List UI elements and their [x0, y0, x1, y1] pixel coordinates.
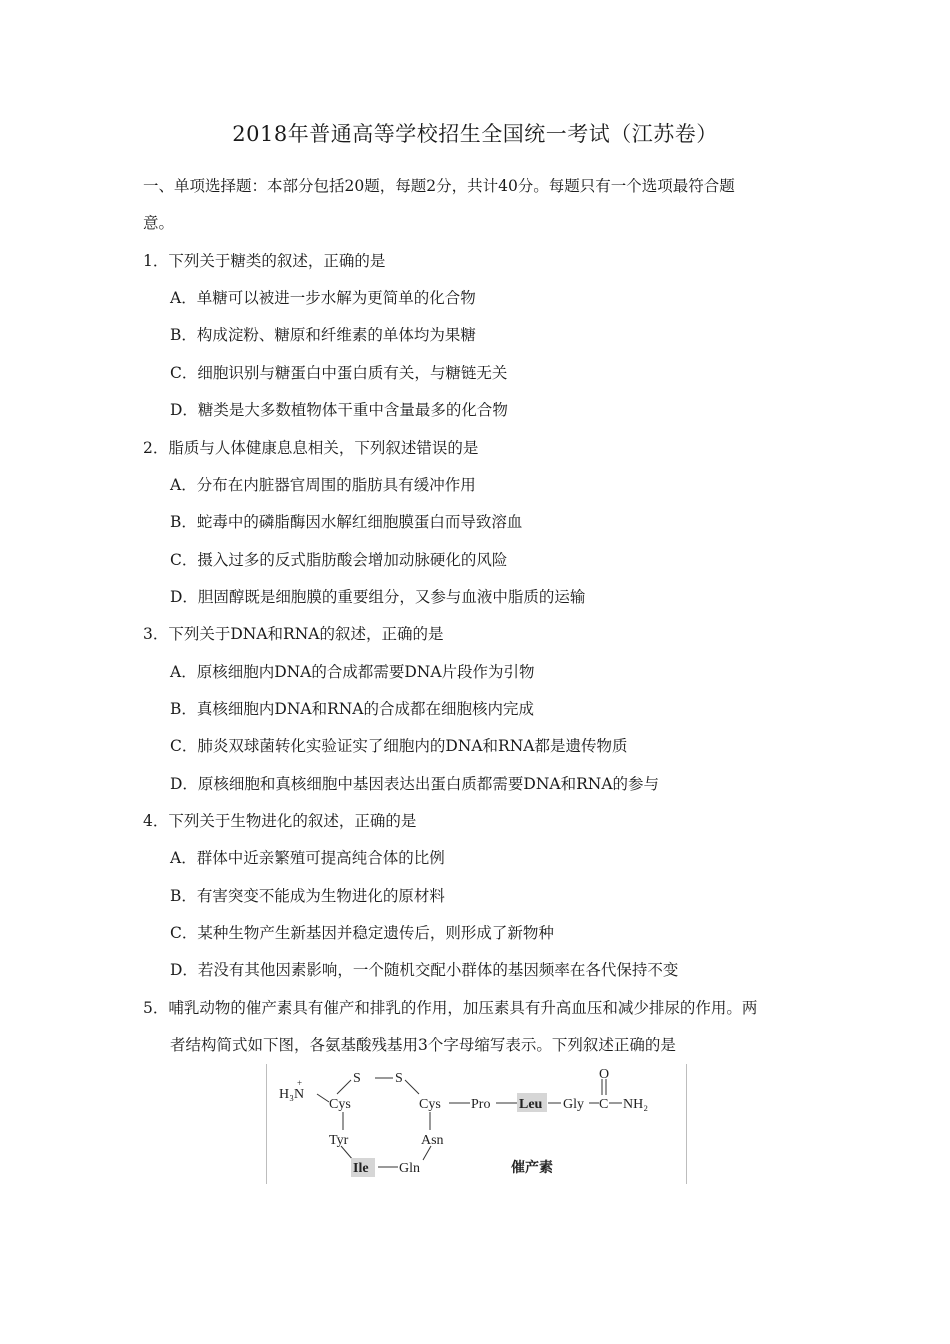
question-4-option-c: C．某种生物产生新基因并稳定遗传后，则形成了新物种: [170, 924, 554, 942]
section-intro-line2: 意。: [143, 214, 175, 232]
bond-lines: [317, 1078, 622, 1167]
question-2-stem: 2．脂质与人体健康息息相关，下列叙述错误的是: [143, 439, 479, 457]
tyr-label: Tyr: [329, 1133, 349, 1148]
bond-cys-s1: [337, 1080, 351, 1094]
question-4-option-a: A．群体中近亲繁殖可提高纯合体的比例: [170, 849, 445, 867]
question-5-stem-line1: 5．哺乳动物的催产素具有催产和排乳的作用，加压素具有升高血压和减少排尿的作用。两: [143, 999, 758, 1017]
question-3-option-a: A．原核细胞内DNA的合成都需要DNA片段作为引物: [170, 663, 535, 681]
bond-s2-cys: [405, 1080, 419, 1094]
asn-label: Asn: [421, 1133, 444, 1148]
leu-label: Leu: [519, 1097, 543, 1112]
question-2-option-c: C．摄入过多的反式脂肪酸会增加动脉硬化的风险: [170, 551, 508, 569]
bond-tyr-ile: [341, 1146, 353, 1160]
question-1-option-a: A．单糖可以被进一步水解为更简单的化合物: [170, 289, 476, 307]
question-1-option-d: D．糖类是大多数植物体干重中含量最多的化合物: [170, 401, 508, 419]
ile-label: Ile: [353, 1161, 369, 1176]
oxytocin-structure-figure: [266, 1064, 687, 1184]
question-4-stem: 4．下列关于生物进化的叙述，正确的是: [143, 812, 417, 830]
sulfur-2-label: S: [395, 1071, 403, 1086]
pro-label: Pro: [471, 1097, 491, 1112]
question-3-option-b: B．真核细胞内DNA和RNA的合成都在细胞核内完成: [170, 700, 535, 718]
question-5-stem-line2: 者结构简式如下图，各氨基酸残基用3个字母缩写表示。下列叙述正确的是: [170, 1036, 676, 1054]
bond-amine-cys: [317, 1094, 329, 1102]
question-1-option-b: B．构成淀粉、糖原和纤维素的单体均为果糖: [170, 326, 476, 344]
question-2-option-a: A．分布在内脏器官周围的脂肪具有缓冲作用: [170, 476, 476, 494]
cys-2-label: Cys: [419, 1097, 441, 1112]
nh2-label: NH₂: [623, 1097, 649, 1112]
exam-title: 2018年普通高等学校招生全国统一考试（江苏卷）: [232, 122, 718, 146]
question-4-option-b: B．有害突变不能成为生物进化的原材料: [170, 887, 445, 905]
question-3-stem: 3．下列关于DNA和RNA的叙述，正确的是: [143, 625, 444, 643]
bond-gln-asn: [423, 1146, 431, 1160]
question-1-option-c: C．细胞识别与糖蛋白中蛋白质有关，与糖链无关: [170, 364, 508, 382]
charge-plus-label: +: [297, 1078, 303, 1088]
oxygen-label: O: [599, 1067, 610, 1082]
question-1-stem: 1．下列关于糖类的叙述，正确的是: [143, 252, 386, 270]
question-2-option-d: D．胆固醇既是细胞膜的重要组分，又参与血液中脂质的运输: [170, 588, 586, 606]
question-3-option-c: C．肺炎双球菌转化实验证实了细胞内的DNA和RNA都是遗传物质: [170, 737, 628, 755]
oxytocin-structure-diagram: [267, 1064, 686, 1184]
gln-label: Gln: [399, 1161, 420, 1176]
figure-caption: 催产素: [511, 1160, 553, 1176]
question-3-option-d: D．原核细胞和真核细胞中基因表达出蛋白质都需要DNA和RNA的参与: [170, 775, 660, 793]
sulfur-1-label: S: [353, 1071, 361, 1086]
question-4-option-d: D．若没有其他因素影响，一个随机交配小群体的基因频率在各代保持不变: [170, 961, 679, 979]
carbon-label: C: [599, 1097, 609, 1112]
question-2-option-b: B．蛇毒中的磷脂酶因水解红细胞膜蛋白而导致溶血: [170, 513, 523, 531]
cys-1-label: Cys: [329, 1097, 351, 1112]
section-intro-line1: 一、单项选择题：本部分包括20题，每题2分，共计40分。每题只有一个选项最符合题: [143, 177, 735, 195]
amine-label: H₃N: [279, 1087, 305, 1102]
gly-label: Gly: [563, 1097, 584, 1112]
